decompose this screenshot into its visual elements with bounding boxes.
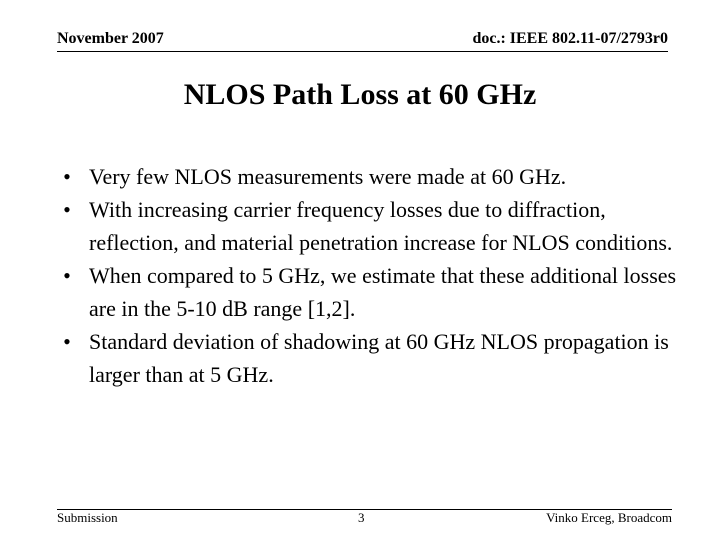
footer-submission: Submission	[57, 510, 118, 525]
footer-page-number: 3	[358, 510, 365, 525]
bullet-text: When compared to 5 GHz, we estimate that these additional losses are in the 5-10 dB range [1,2].	[89, 263, 677, 321]
bullet-dot-icon: •	[63, 197, 71, 222]
header-doc-id: doc.: IEEE 802.11-07/2793r0	[472, 30, 668, 47]
bullet-text: Standard deviation of shadowing at 60 GHz NLOS propagation is larger than at 5 GHz.	[89, 329, 669, 387]
header-divider	[57, 51, 668, 52]
bullet-list	[57, 160, 677, 391]
bullet-item	[57, 160, 677, 193]
bullet-item	[57, 325, 677, 391]
bullet-item	[57, 259, 677, 325]
slide-title: NLOS Path Loss at 60 GHz	[183, 78, 537, 111]
bullet-item	[57, 193, 677, 259]
bullet-dot-icon: •	[63, 329, 71, 354]
footer-author: Vinko Erceg, Broadcom	[546, 510, 672, 525]
bullet-dot-icon: •	[63, 164, 71, 189]
bullet-dot-icon: •	[63, 263, 71, 288]
header-date: November 2007	[57, 30, 164, 47]
bullet-text: Very few NLOS measurements were made at 60 GHz.	[89, 164, 567, 189]
bullet-text: With increasing carrier frequency losses due to diffraction, reflection, and material penetration increase for NLOS conditions.	[89, 197, 673, 255]
